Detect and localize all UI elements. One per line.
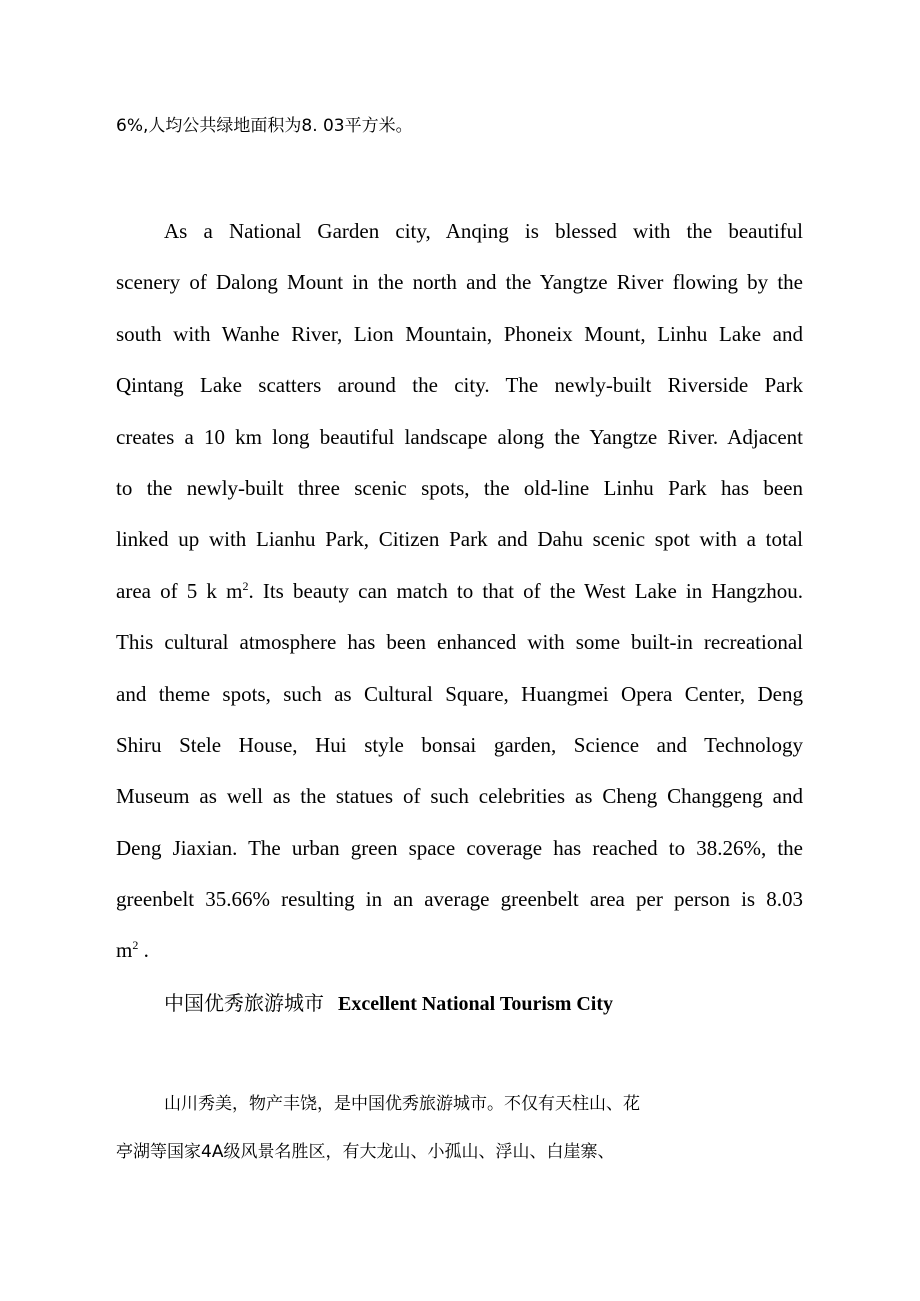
chinese-paragraph-line: 山川秀美，物产丰饶，是中国优秀旅游城市。不仅有天柱山、花 — [164, 1094, 640, 1114]
paragraph-line: As a National Garden city, Anqing is blessed with the beautiful — [164, 219, 803, 243]
paragraph-line: Museum as well as the statues of such celebrities as Cheng Changgeng and — [116, 784, 803, 809]
chinese-paragraph — [116, 1088, 736, 1184]
paragraph-line: greenbelt 35.66% resulting in an average greenbelt area per person is 8.03 — [116, 887, 803, 912]
chinese-text-fragment: 6%,人均公共绿地面积为8. 03平方米。 — [116, 116, 413, 136]
paragraph-line: south with Wanhe River, Lion Mountain, Phoneix Mount, Linhu Lake and — [116, 321, 803, 346]
area-text-rest: . Its beauty can match to that of the West Lake in Hangzhou. — [248, 578, 803, 603]
superscript: 2 — [242, 578, 249, 593]
english-paragraph — [116, 210, 803, 981]
section-heading-english: Excellent National Tourism City — [338, 993, 614, 1015]
paragraph-line: linked up with Lianhu Park, Citizen Park and Dahu scenic spot with a total — [116, 527, 803, 552]
section-heading — [164, 988, 613, 1019]
paragraph-line: and theme spots, such as Cultural Square, Huangmei Opera Center, Deng — [116, 681, 803, 706]
paragraph-line: creates a 10 km long beautiful landscape along the Yangtze River. Adjacent — [116, 424, 803, 449]
superscript: 2 — [132, 938, 139, 953]
paragraph-line: to the newly-built three scenic spots, the old-line Linhu Park has been — [116, 475, 803, 500]
area-text: area of 5 k m — [116, 578, 243, 603]
unit-text-rest: . — [138, 938, 149, 963]
paragraph-line: scenery of Dalong Mount in the north and the Yangtze River flowing by the — [116, 270, 803, 295]
paragraph-line: Deng Jiaxian. The urban green space coverage has reached to 38.26%, the — [116, 835, 803, 860]
chinese-paragraph-line: 亭湖等国家4A级风景名胜区，有大龙山、小孤山、浮山、白崖寨、 — [116, 1142, 615, 1162]
paragraph-line-area — [116, 570, 803, 621]
paragraph-line: This cultural atmosphere has been enhanced with some built-in recreational — [116, 630, 803, 655]
paragraph-line: Qintang Lake scatters around the city. The newly-built Riverside Park — [116, 373, 803, 398]
unit-text: m — [116, 938, 133, 963]
paragraph-line-final — [116, 929, 803, 980]
section-heading-chinese: 中国优秀旅游城市 — [164, 991, 324, 1015]
paragraph-line: Shiru Stele House, Hui style bonsai garden, Science and Technology — [116, 732, 803, 757]
